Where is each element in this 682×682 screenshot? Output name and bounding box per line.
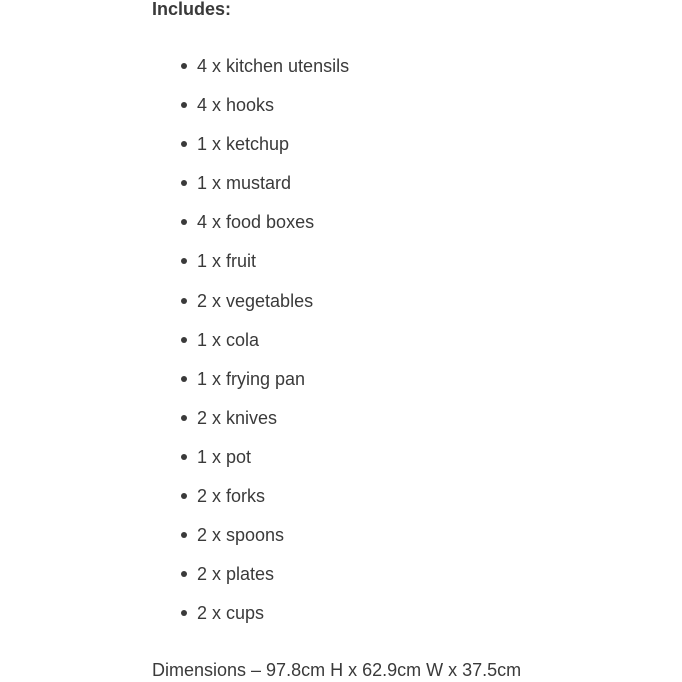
list-item — [152, 94, 349, 133]
list-item — [152, 250, 349, 289]
list-item-label: 4 x kitchen utensils — [197, 56, 350, 76]
list-item — [152, 290, 349, 329]
list-item — [152, 485, 349, 524]
bullet-icon — [181, 415, 187, 421]
bullet-icon — [181, 298, 187, 304]
bullet-icon — [181, 610, 187, 616]
list-item — [152, 602, 349, 641]
bullet-icon — [181, 493, 187, 499]
list-item — [152, 329, 349, 368]
bullet-icon — [181, 63, 187, 69]
list-item — [152, 446, 349, 485]
list-item-label: 4 x food boxes — [197, 212, 315, 233]
bullet-icon — [181, 219, 187, 225]
list-item-label: 2 x forks — [197, 486, 266, 507]
list-item-label: 1 x mustard — [197, 173, 292, 194]
list-item-label: 4 x hooks — [197, 95, 275, 116]
list-item-label: 1 x cola — [197, 329, 260, 350]
list-item — [152, 563, 349, 602]
bullet-icon — [181, 454, 187, 460]
list-item-label: 1 x fruit — [197, 251, 257, 272]
includes-heading: Includes: — [152, 0, 232, 19]
list-item-label: 2 x spoons — [197, 525, 285, 546]
bullet-icon — [181, 337, 187, 343]
list-item — [152, 524, 349, 563]
bullet-icon — [181, 376, 187, 382]
list-item-label: 2 x cups — [197, 603, 265, 624]
bullet-icon — [181, 180, 187, 186]
list-item — [152, 368, 349, 407]
list-item — [152, 407, 349, 446]
list-item — [152, 172, 349, 211]
list-item-label: 1 x ketchup — [197, 134, 290, 155]
bullet-icon — [181, 141, 187, 147]
bullet-icon — [181, 532, 187, 538]
list-item — [152, 133, 349, 172]
bullet-icon — [181, 258, 187, 264]
list-item-label: 1 x pot — [197, 446, 252, 467]
list-item-label: 2 x plates — [197, 564, 275, 585]
list-item — [152, 55, 349, 94]
bullet-icon — [181, 102, 187, 108]
dimensions-text: Dimensions – 97.8cm H x 62.9cm W x 37.5cm — [152, 660, 522, 680]
bullet-icon — [181, 571, 187, 577]
list-item-label: 2 x vegetables — [197, 290, 314, 311]
list-item-label: 1 x frying pan — [197, 368, 306, 389]
list-item-label: 2 x knives — [197, 407, 278, 428]
includes-list — [152, 55, 349, 641]
list-item — [152, 211, 349, 250]
